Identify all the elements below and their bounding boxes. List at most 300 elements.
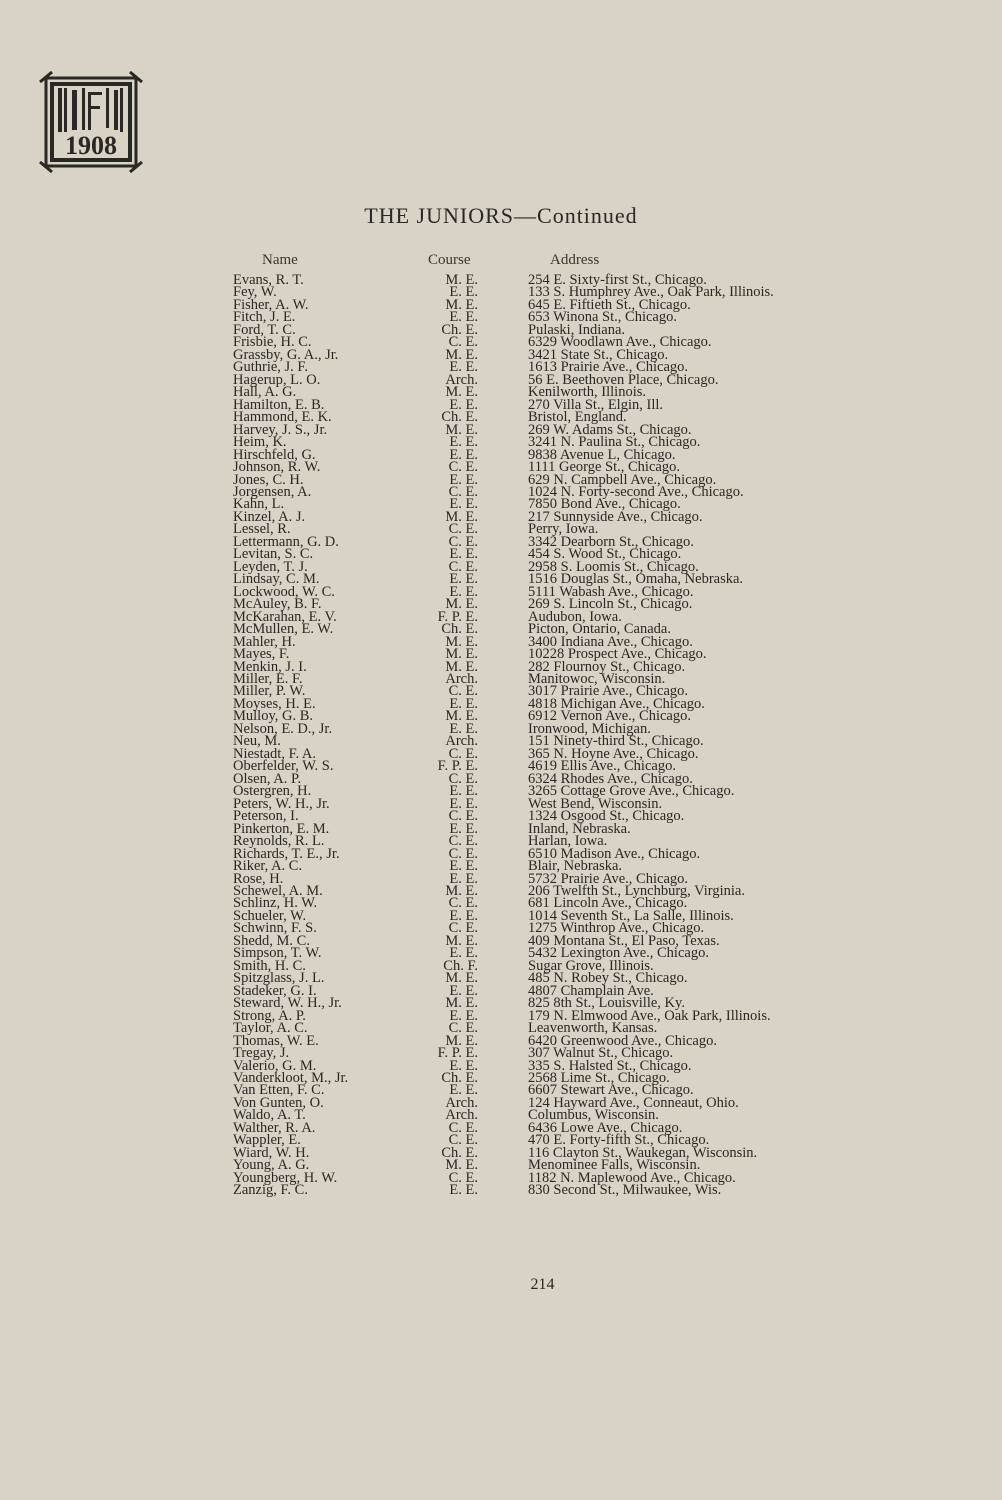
student-address: 1182 N. Maplewood Ave., Chicago. [528, 1169, 736, 1186]
student-course: E. E. [449, 434, 478, 451]
svg-text:1908: 1908 [65, 131, 117, 160]
student-address: 7850 Bond Ave., Chicago. [528, 496, 681, 513]
table-row [0, 1157, 1002, 1174]
student-address: 470 E. Forty-fifth St., Chicago. [528, 1132, 710, 1149]
table-row [0, 745, 1002, 762]
table-row [0, 583, 1002, 600]
student-course: E. E. [449, 571, 478, 588]
student-name: Lockwood, W. C. [233, 583, 335, 600]
student-address: 116 Clayton St., Waukegan, Wisconsin. [528, 1144, 758, 1161]
student-course: M. E. [445, 633, 478, 650]
student-name: Richards, T. E., Jr. [233, 845, 340, 862]
student-course: E. E. [449, 945, 478, 962]
table-row [0, 970, 1002, 987]
table-row [0, 1107, 1002, 1124]
student-name: Taylor, A. C. [233, 1020, 308, 1037]
student-address: 1516 Douglas St., Omaha, Nebraska. [528, 571, 744, 588]
student-name: Hagerup, L. O. [233, 371, 321, 388]
student-course: M. E. [445, 596, 478, 613]
student-course: Arch. [445, 371, 478, 388]
student-address: Columbus, Wisconsin. [528, 1107, 659, 1124]
table-row [0, 608, 1002, 625]
student-address: 6324 Rhodes Ave., Chicago. [528, 770, 693, 787]
student-address: 3400 Indiana Ave., Chicago. [528, 633, 693, 650]
student-course: C. E. [448, 808, 478, 825]
table-row [0, 945, 1002, 962]
table-row [0, 384, 1002, 401]
student-course: M. E. [445, 384, 478, 401]
student-name: Fisher, A. W. [233, 296, 309, 313]
column-header-course: Course [428, 252, 471, 268]
student-course: C. E. [448, 521, 478, 538]
table-row [0, 446, 1002, 463]
student-course: C. E. [448, 334, 478, 351]
table-row [0, 907, 1002, 924]
student-name: Hamilton, E. B. [233, 396, 325, 413]
student-course: C. E. [448, 533, 478, 550]
table-row [0, 1082, 1002, 1099]
student-course: Ch. F. [443, 957, 478, 974]
table-row [0, 895, 1002, 912]
student-course: C. E. [448, 895, 478, 912]
student-address: Bristol, England. [528, 409, 627, 426]
student-address: 645 E. Fiftieth St., Chicago. [528, 296, 691, 313]
student-name: Leyden, T. J. [233, 558, 308, 575]
student-course: M. E. [445, 508, 478, 525]
student-address: Audubon, Iowa. [528, 608, 622, 625]
student-address: 3241 N. Paulina St., Chicago. [528, 434, 701, 451]
table-row [0, 359, 1002, 376]
student-name: Frisbie, H. C. [233, 334, 312, 351]
student-address: 454 S. Wood St., Chicago. [528, 546, 682, 563]
table-row [0, 783, 1002, 800]
page-title: THE JUNIORS—Continued [364, 203, 638, 228]
student-course: E. E. [449, 359, 478, 376]
table-row [0, 1057, 1002, 1074]
student-address: 151 Ninety-third St., Chicago. [528, 733, 704, 750]
table-row [0, 858, 1002, 875]
table-row [0, 1032, 1002, 1049]
student-address: 825 8th St., Louisville, Ky. [528, 995, 685, 1012]
student-course: Arch. [445, 1107, 478, 1124]
student-address: 124 Hayward Ave., Conneaut, Ohio. [528, 1094, 739, 1111]
student-address: 4818 Michigan Ave., Chicago. [528, 695, 705, 712]
table-row [0, 483, 1002, 500]
student-address: 1613 Prairie Ave., Chicago. [528, 359, 689, 376]
student-name: Stadeker, G. I. [233, 982, 317, 999]
student-course: M. E. [445, 346, 478, 363]
student-name: Youngberg, H. W. [233, 1169, 338, 1186]
student-course: C. E. [448, 1169, 478, 1186]
student-course: Ch. E. [441, 1070, 478, 1086]
student-name: Smith, H. C. [233, 957, 306, 974]
student-address: Pulaski, Indiana. [528, 321, 626, 338]
student-course: M. E. [445, 272, 478, 288]
student-name: Wiard, W. H. [233, 1144, 310, 1161]
student-name: Zanzig, F. C. [233, 1182, 308, 1199]
table-row [0, 882, 1002, 899]
student-course: M. E. [445, 970, 478, 987]
student-course: Arch. [445, 733, 478, 750]
student-name: Neu, M. [233, 733, 281, 750]
student-course: E. E. [449, 695, 478, 712]
student-name: Schewel, A. M. [233, 882, 323, 899]
table-row [0, 321, 1002, 338]
table-row [0, 371, 1002, 388]
student-name: Rose, H. [233, 870, 284, 887]
table-row [0, 546, 1002, 563]
student-course: Ch. E. [441, 409, 478, 426]
student-address: 10228 Prospect Ave., Chicago. [528, 646, 707, 663]
table-row [0, 1119, 1002, 1136]
student-course: E. E. [449, 284, 478, 301]
student-address: 307 Walnut St., Chicago. [528, 1045, 674, 1062]
student-address: 830 Second St., Milwaukee, Wis. [528, 1182, 722, 1199]
student-address: 335 S. Halsted St., Chicago. [528, 1057, 692, 1074]
table-row [0, 1072, 1002, 1084]
student-name: Strong, A. P. [233, 1007, 306, 1024]
student-name: Olsen, A. P. [233, 770, 302, 787]
student-name: Fey, W. [233, 284, 277, 301]
table-row [0, 658, 1002, 675]
table-row [0, 309, 1002, 326]
table-row [0, 1132, 1002, 1149]
student-name: Valerio, G. M. [233, 1057, 317, 1074]
student-course: Ch. E. [441, 621, 478, 638]
student-address: 365 N. Hoyne Ave., Chicago. [528, 745, 699, 762]
table-row [0, 558, 1002, 575]
student-course: C. E. [448, 1119, 478, 1136]
table-row [0, 1169, 1002, 1186]
student-course: C. E. [448, 558, 478, 575]
student-course: F. P. E. [437, 758, 478, 775]
student-name: Schueler, W. [233, 907, 307, 924]
student-course: E. E. [449, 1057, 478, 1074]
student-course: Arch. [445, 671, 478, 687]
student-address: 269 W. Adams St., Chicago. [528, 421, 692, 438]
student-name: Jorgensen, A. [233, 483, 312, 500]
student-name: Tregay, J. [233, 1045, 290, 1062]
student-course: M. E. [445, 882, 478, 899]
student-address: 681 Lincoln Ave., Chicago. [528, 895, 688, 912]
student-address: 4807 Champlain Ave. [528, 982, 654, 999]
student-name: Evans, R. T. [233, 272, 304, 288]
student-name: Ford, T. C. [233, 321, 296, 338]
student-name: Levitan, S. C. [233, 546, 314, 563]
student-address: Leavenworth, Kansas. [528, 1020, 658, 1037]
student-course: E. E. [449, 583, 478, 600]
table-row [0, 932, 1002, 949]
student-address: 6436 Lowe Ave., Chicago. [528, 1119, 683, 1136]
table-row [0, 471, 1002, 488]
student-course: E. E. [449, 870, 478, 887]
table-row [0, 533, 1002, 550]
student-address: 1024 N. Forty-second Ave., Chicago. [528, 483, 744, 500]
table-row [0, 957, 1002, 974]
table-row [0, 720, 1002, 737]
student-address: 282 Flournoy St., Chicago. [528, 658, 686, 675]
student-name: Simpson, T. W. [233, 945, 322, 962]
table-row [0, 758, 1002, 775]
student-address: 409 Montana St., El Paso, Texas. [528, 932, 720, 949]
student-name: Mahler, H. [233, 633, 296, 650]
student-address: 133 S. Humphrey Ave., Oak Park, Illinois. [528, 284, 774, 301]
student-name: Peters, W. H., Jr. [233, 795, 330, 812]
student-course: Arch. [445, 1094, 478, 1111]
student-name: Oberfelder, W. S. [233, 758, 334, 775]
table-row [0, 521, 1002, 538]
student-address: 206 Twelfth St., Lynchburg, Virginia. [528, 882, 745, 899]
student-name: Johnson, R. W. [233, 459, 321, 476]
student-name: Wappler, E. [233, 1132, 301, 1149]
student-name: Harvey, J. S., Jr. [233, 421, 328, 438]
student-address: 6329 Woodlawn Ave., Chicago. [528, 334, 712, 351]
student-course: M. E. [445, 1157, 478, 1174]
table-row [0, 621, 1002, 638]
student-course: C. E. [448, 845, 478, 862]
student-course: E. E. [449, 720, 478, 737]
table-row [0, 995, 1002, 1012]
table-row [0, 1020, 1002, 1037]
student-course: E. E. [449, 546, 478, 563]
student-course: C. E. [448, 483, 478, 500]
student-address: Picton, Ontario, Canada. [528, 621, 671, 638]
page-number: 214 [530, 1276, 555, 1293]
student-address: West Bend, Wisconsin. [528, 795, 663, 812]
student-address: 6912 Vernon Ave., Chicago. [528, 708, 691, 725]
yearbook-emblem [36, 70, 146, 174]
student-name: Niestadt, F. A. [233, 745, 317, 762]
student-name: Thomas, W. E. [233, 1032, 319, 1049]
student-name: Van Etten, F. C. [233, 1082, 325, 1099]
table-row [0, 820, 1002, 837]
student-course: C. E. [448, 459, 478, 476]
student-course: Ch. E. [441, 1144, 478, 1161]
column-header-name: Name [262, 252, 298, 268]
student-course: M. E. [445, 421, 478, 438]
student-address: 56 E. Beethoven Place, Chicago. [528, 371, 719, 388]
student-name: Miller, P. W. [233, 683, 306, 700]
student-name: Kinzel, A. J. [233, 508, 306, 525]
student-name: Shedd, M. C. [233, 932, 310, 949]
student-name: Mulloy, G. B. [233, 708, 314, 725]
table-row [0, 1182, 1002, 1199]
student-name: Riker, A. C. [233, 858, 303, 875]
student-name: Grassby, G. A., Jr. [233, 346, 339, 363]
table-row [0, 708, 1002, 725]
student-name: Miller, E. F. [233, 671, 303, 687]
student-address: 254 E. Sixty-first St., Chicago. [528, 272, 707, 288]
table-row [0, 695, 1002, 712]
student-course: Ch. E. [441, 321, 478, 338]
table-row [0, 508, 1002, 525]
student-name: Mayes, F. [233, 646, 290, 663]
student-course: E. E. [449, 1007, 478, 1024]
student-name: McKarahan, E. V. [233, 608, 337, 625]
student-name: Hirschfeld, G. [233, 446, 316, 463]
student-address: 1324 Osgood St., Chicago. [528, 808, 685, 825]
student-address: 653 Winona St., Chicago. [528, 309, 677, 326]
student-course: C. E. [448, 1020, 478, 1037]
student-course: E. E. [449, 795, 478, 812]
table-row [0, 673, 1002, 685]
table-row [0, 409, 1002, 426]
student-course: M. E. [445, 658, 478, 675]
student-name: McAuley, B. F. [233, 596, 322, 613]
table-row [0, 870, 1002, 887]
table-row [0, 274, 1002, 286]
student-address: Blair, Nebraska. [528, 858, 623, 875]
table-row [0, 733, 1002, 750]
student-name: Menkin, J. I. [233, 658, 307, 675]
student-address: Ironwood, Michigan. [528, 720, 651, 737]
student-course: M. E. [445, 708, 478, 725]
student-course: C. E. [448, 920, 478, 937]
student-name: Hall, A. G. [233, 384, 297, 401]
student-name: Lessel, R. [233, 521, 291, 538]
student-address: 217 Sunnyside Ave., Chicago. [528, 508, 703, 525]
student-course: E. E. [449, 309, 478, 326]
table-row [0, 296, 1002, 313]
student-course: E. E. [449, 396, 478, 413]
student-address: 5111 Wabash Ave., Chicago. [528, 583, 694, 600]
student-address: 269 S. Lincoln St., Chicago. [528, 596, 693, 613]
student-address: 9838 Avenue L, Chicago. [528, 446, 676, 463]
table-row [0, 845, 1002, 862]
student-address: 1275 Winthrop Ave., Chicago. [528, 920, 705, 937]
student-name: Schlinz, H. W. [233, 895, 318, 912]
student-address: 5432 Lexington Ave., Chicago. [528, 945, 709, 962]
student-name: Vanderkloot, M., Jr. [233, 1070, 349, 1086]
student-course: F. P. E. [437, 608, 478, 625]
student-course: C. E. [448, 1132, 478, 1149]
student-course: E. E. [449, 1182, 478, 1199]
student-course: E. E. [449, 1082, 478, 1099]
student-name: Hammond, E. K. [233, 409, 332, 426]
student-course: C. E. [448, 745, 478, 762]
student-course: E. E. [449, 820, 478, 837]
student-name: Kahn, L. [233, 496, 285, 513]
student-course: F. P. E. [437, 1045, 478, 1062]
table-row [0, 633, 1002, 650]
student-name: Moyses, H. E. [233, 695, 316, 712]
student-address: 6510 Madison Ave., Chicago. [528, 845, 701, 862]
student-name: Walther, R. A. [233, 1119, 316, 1136]
student-name: Lettermann, G. D. [233, 533, 339, 550]
student-address: Sugar Grove, Illinois. [528, 957, 654, 974]
student-address: 5732 Prairie Ave., Chicago. [528, 870, 689, 887]
table-row [0, 284, 1002, 301]
student-course: M. E. [445, 296, 478, 313]
student-name: Nelson, E. D., Jr. [233, 720, 333, 737]
student-name: Waldo, A. T. [233, 1107, 306, 1124]
table-row [0, 683, 1002, 700]
table-row [0, 459, 1002, 476]
student-address: Harlan, Iowa. [528, 833, 608, 850]
table-row [0, 1144, 1002, 1161]
table-row [0, 334, 1002, 351]
table-row [0, 496, 1002, 513]
student-name: Ostergren, H. [233, 783, 312, 800]
table-row [0, 434, 1002, 451]
student-address: 6420 Greenwood Ave., Chicago. [528, 1032, 717, 1049]
student-course: E. E. [449, 907, 478, 924]
student-address: 179 N. Elmwood Ave., Oak Park, Illinois. [528, 1007, 771, 1024]
table-row [0, 770, 1002, 787]
student-address: 629 N. Campbell Ave., Chicago. [528, 471, 717, 488]
table-row [0, 833, 1002, 850]
table-row [0, 396, 1002, 413]
student-name: Reynolds, R. L. [233, 833, 325, 850]
table-row [0, 1007, 1002, 1024]
student-address: 3342 Dearborn St., Chicago. [528, 533, 694, 550]
student-course: C. E. [448, 770, 478, 787]
student-name: Steward, W. H., Jr. [233, 995, 342, 1012]
student-address: 270 Villa St., Elgin, Ill. [528, 396, 664, 413]
student-address: 485 N. Robey St., Chicago. [528, 970, 688, 987]
student-address: Inland, Nebraska. [528, 820, 631, 837]
student-name: Peterson, I. [233, 808, 299, 825]
student-address: 2568 Lime St., Chicago. [528, 1070, 670, 1086]
student-name: Schwinn, F. S. [233, 920, 317, 937]
table-row [0, 596, 1002, 613]
student-address: 2958 S. Loomis St., Chicago. [528, 558, 699, 575]
student-name: Spitzglass, J. L. [233, 970, 325, 987]
student-address: 3421 State St., Chicago. [528, 346, 669, 363]
student-address: 3017 Prairie Ave., Chicago. [528, 683, 689, 700]
student-course: M. E. [445, 1032, 478, 1049]
student-name: Young, A. G. [233, 1157, 310, 1174]
student-name: McMullen, E. W. [233, 621, 334, 638]
student-address: 1111 George St., Chicago. [528, 459, 680, 476]
student-address: Perry, Iowa. [528, 521, 599, 538]
student-course: C. E. [448, 833, 478, 850]
student-address: Menominee Falls, Wisconsin. [528, 1157, 701, 1174]
student-course: E. E. [449, 471, 478, 488]
table-row [0, 1045, 1002, 1062]
student-course: E. E. [449, 446, 478, 463]
student-course: E. E. [449, 858, 478, 875]
column-header-address: Address [550, 252, 600, 268]
student-address: Kenilworth, Illinois. [528, 384, 647, 401]
student-name: Pinkerton, E. M. [233, 820, 330, 837]
table-row [0, 1094, 1002, 1111]
student-list [0, 274, 1002, 1197]
table-row [0, 808, 1002, 825]
student-name: Heim, K. [233, 434, 287, 451]
student-address: Manitowoc, Wisconsin. [528, 671, 666, 687]
student-course: C. E. [448, 683, 478, 700]
table-row [0, 571, 1002, 588]
student-name: Fitch, J. E. [233, 309, 296, 326]
student-course: M. E. [445, 995, 478, 1012]
student-course: E. E. [449, 783, 478, 800]
table-row [0, 920, 1002, 937]
table-row [0, 982, 1002, 999]
student-name: Von Gunten, O. [233, 1094, 324, 1111]
table-row [0, 421, 1002, 438]
student-address: 4619 Ellis Ave., Chicago. [528, 758, 676, 775]
student-address: 3265 Cottage Grove Ave., Chicago. [528, 783, 735, 800]
student-address: 6607 Stewart Ave., Chicago. [528, 1082, 694, 1099]
student-course: M. E. [445, 646, 478, 663]
student-name: Lindsay, C. M. [233, 571, 320, 588]
student-name: Jones, C. H. [233, 471, 304, 488]
table-row [0, 646, 1002, 663]
table-row [0, 795, 1002, 812]
student-name: Guthrie, J. F. [233, 359, 308, 376]
student-course: E. E. [449, 982, 478, 999]
